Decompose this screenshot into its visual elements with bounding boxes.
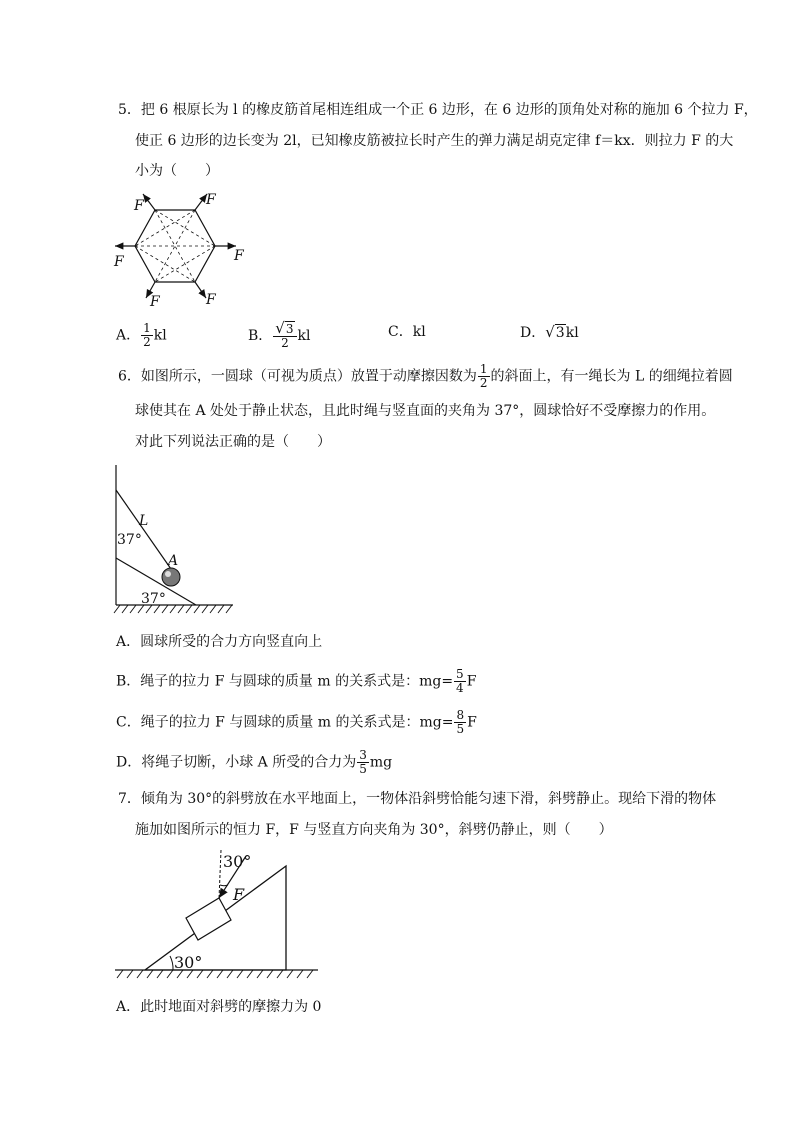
q6-text-line2: 球使其在 A 处处于静止状态，且此时绳与竖直面的夹角为 37°，圆球恰好不受摩擦力的作用。	[135, 403, 716, 419]
option-tail: kl	[297, 328, 311, 344]
q6-option-b[interactable]: B．绳子的拉力 F 与圆球的质量 m 的关系式是：mg= $\frac{5}{4}$ F	[116, 667, 477, 695]
q5-option-c[interactable]	[388, 322, 426, 342]
option-label: C．	[388, 324, 413, 340]
q5-text-line2: 使正 6 边形的边长变为 2l，已知橡皮筋被拉长时产生的弹力满足胡克定律 f＝kx．则拉力 F 的大	[135, 133, 734, 149]
force-label: F	[150, 294, 160, 310]
option-tail: kl	[153, 327, 167, 344]
option-text: kl	[412, 324, 426, 340]
fraction: $\frac{8}{5}$	[456, 708, 465, 736]
q7-text-line1: 7．倾角为 30°的斜劈放在水平地面上，一物体沿斜劈恰能匀速下滑，斜劈静止。现给下滑的物体	[118, 791, 717, 807]
q7-text-line2: 施加如图所示的恒力 F，F 与竖直方向夹角为 30°，斜劈仍静止，则（ ）	[135, 822, 613, 838]
q6-option-c[interactable]: C．绳子的拉力 F 与圆球的质量 m 的关系式是：mg= $\frac{8}{5}$ F	[116, 708, 477, 736]
option-label: D．	[520, 325, 546, 341]
fraction: $\frac{√3}{2}$	[273, 322, 296, 350]
fraction: $\frac{5}{4}$	[456, 667, 464, 695]
fraction: $\frac{1}{2}$	[143, 321, 151, 349]
option-label: B．	[248, 328, 273, 344]
q6-option-d[interactable]: D．将绳子切断，小球 A 所受的合力为 $\frac{3}{5}$ mg	[116, 748, 393, 776]
ball-label: A	[168, 553, 179, 569]
q5-option-a[interactable]	[116, 322, 167, 349]
q5-text-line3: 小为（ ）	[135, 163, 219, 179]
force-label: F	[206, 192, 216, 208]
q5-text-line1: 5．把 6 根原长为 l 的橡皮筋首尾相连组成一个正 6 边形，在 6 边形的顶角处对称的施加 6 个拉力 F，	[118, 102, 758, 118]
angle-label: 30°	[174, 953, 203, 972]
fraction: $\frac{1}{2}$	[479, 362, 488, 390]
force-label: F	[233, 885, 245, 904]
force-label: F	[234, 248, 244, 264]
incline-ball-figure	[108, 465, 248, 615]
q5-option-b[interactable]	[248, 319, 311, 350]
option-tail: kl	[565, 325, 579, 341]
q7-option-a[interactable]: A．此时地面对斜劈的摩擦力为 0	[116, 999, 322, 1015]
q6-text-line1: 6．如图所示，一圆球（可视为质点）放置于动摩擦因数为 $\frac{1}{2}$ 的斜面上，有一绳长为 L 的细绳拉着圆	[118, 362, 733, 390]
force-label: F	[114, 254, 124, 270]
force-label: F	[134, 198, 144, 214]
radicand: 3	[555, 325, 565, 341]
angle-label: 37°	[141, 591, 166, 607]
q6-option-a[interactable]: A．圆球所受的合力方向竖直向上	[116, 634, 323, 650]
hexagon-force-figure	[110, 190, 250, 310]
q6-text-line3: 对此下列说法正确的是（ ）	[135, 434, 331, 450]
q5-option-d[interactable]: D．√3kl	[520, 323, 579, 341]
angle-label: 30°	[223, 852, 252, 871]
force-label: F	[206, 292, 216, 308]
fraction: $\frac{3}{5}$	[359, 748, 367, 776]
rope-label: L	[139, 513, 149, 529]
wedge-block-figure	[115, 848, 325, 988]
angle-label: 37°	[117, 532, 142, 548]
option-label: A．	[116, 327, 141, 344]
